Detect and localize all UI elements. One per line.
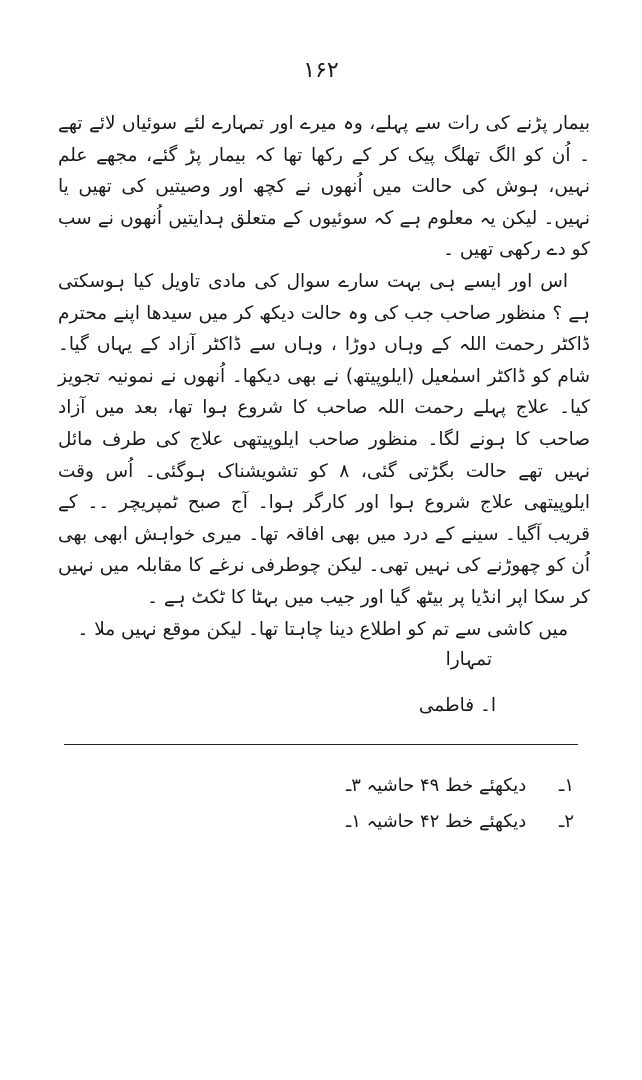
footnote-divider [64, 744, 578, 745]
footnote-1 [214, 768, 574, 804]
signature: ا۔ فاطمی [418, 695, 496, 716]
letter-body [58, 108, 590, 645]
paragraph-1: بیمار پڑنے کی رات سے پہلے، وہ میرے اور تمہارے لئے سوئیاں لائے تھے ۔ اُن کو الگ تھلگ پیک کر کے رکھا تھا کہ بیمار پڑ گئے، مجھے علم نہیں، ہوش کی حالت میں اُنھوں نے کچھ اور وصیتیں کی تھیں یا نہیں۔ لیکن یہ معلوم ہے کہ سوئیوں کے متعلق ہدایتیں اُنھوں نے سب کو دے رکھی تھیں ۔ [58, 113, 590, 261]
footnote-mark: ۲ـ [559, 811, 574, 832]
paragraph-2: اس اور ایسے ہی بہت سارے سوال کی مادی تاویل کیا ہوسکتی ہے ؟ منظور صاحب جب کی وہ حالت دیکھ کر میں سیدھا اپنے محترم ڈاکٹر رحمت اللہ کے وہاں دوڑا ، وہاں سے ڈاکٹر آزاد کے یہاں گیا۔ شام کو ڈاکٹر اسمٰعیل (ایلوپیتھ) نے بھی دیکھا۔ اُنھوں نے نمونیہ تجویز کیا۔ علاج پہلے رحمت اللہ صاحب کا شروع ہوا تھا، بعد میں آزاد صاحب کا ہونے لگا۔ منظور صاحب ایلوپیتھی علاج کی طرف مائل نہیں تھے حالت بگڑتی گئی، ۸ کو تشویشناک ہوگئی۔ اُس وقت ایلوپیتھی علاج شروع ہوا اور کارگر ہوا۔ آج صبح ٹمپریچر ۔۔ کے قریب آگیا۔ سینے کے درد میں بھی افاقہ تھا۔ میری خواہش ابھی بھی اُن کو چھوڑنے کی نہیں تھی۔ لیکن چوطرفی نرغے کا مقابلہ میں نہیں کر سکا اپر انڈیا پر بیٹھ گیا اور جیب میں بہٹا کا ٹکٹ ہے ۔ [58, 270, 590, 608]
footnote-text: دیکھئے خط ۴۲ حاشیہ ۱ـ [345, 811, 527, 832]
paragraph-3: میں کاشی سے تم کو اطلاع دینا چاہتا تھا۔ لیکن موقع نہیں ملا ۔ [77, 618, 568, 640]
footnotes [214, 768, 574, 840]
salutation: تمہارا [445, 649, 492, 670]
letter-closing [418, 640, 496, 726]
page-number: ۱۶۲ [303, 58, 339, 83]
footnote-text: دیکھئے خط ۴۹ حاشیہ ۳ـ [345, 775, 527, 796]
footnote-mark: ۱ـ [559, 775, 574, 796]
footnote-2 [214, 804, 574, 840]
